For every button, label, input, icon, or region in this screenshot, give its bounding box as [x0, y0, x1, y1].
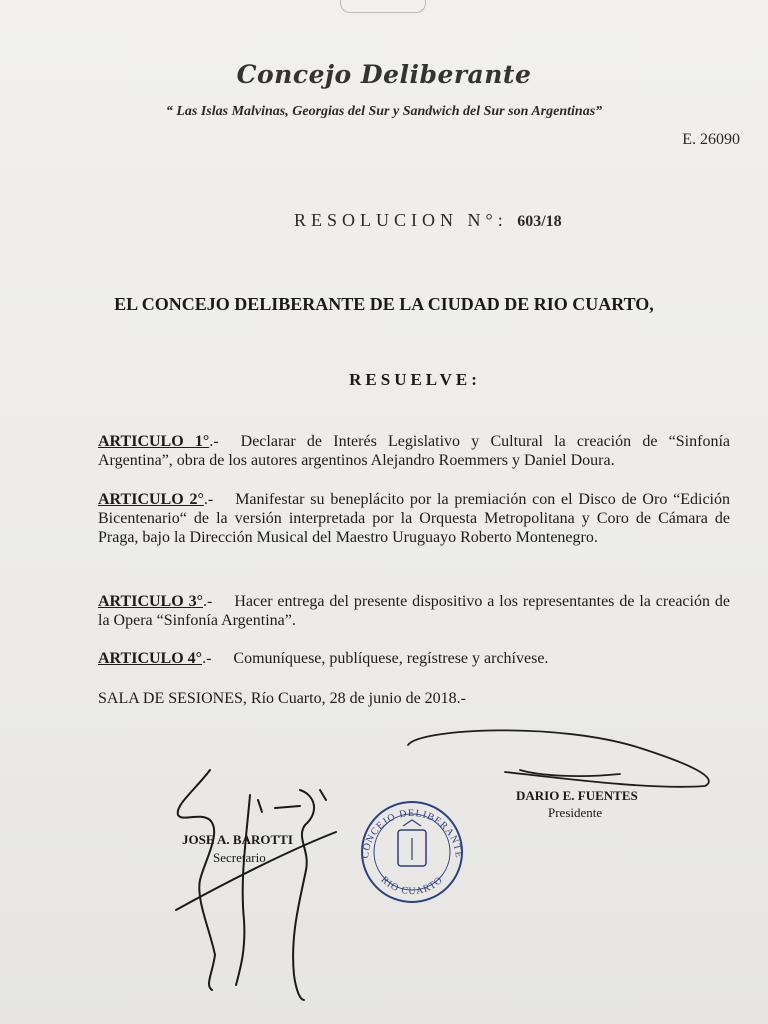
letterhead-title: Concejo Deliberante — [236, 60, 532, 89]
article-label: ARTICULO 1° — [98, 433, 210, 450]
article-separator: .- — [209, 433, 219, 450]
seal-bottom-text: RIO CUARTO — [378, 874, 446, 898]
article-text: Hacer entrega del presente dispositivo a los representantes de la creación de la Opera “Sinfonía Argentina”. — [98, 593, 731, 629]
article-text: Manifestar su beneplácito por la premiación con el Disco de Oro “Edición Bicentenario“ de la versión interpretada por la Orquesta Metropolitana y Coro de Cámara de Praga, bajo la Dirección Musical del Maestro Uruguayo Roberto Montenegro. — [98, 491, 730, 546]
expediente-number: E. 26090 — [682, 131, 740, 148]
resolution-label: RESOLUCION — [294, 210, 459, 230]
resolution-number-prefix: N°: — [467, 210, 508, 230]
signature-fuentes — [408, 730, 709, 786]
letterhead-motto: “ Las Islas Malvinas, Georgias del Sur y Sandwich del Sur son Argentinas” — [165, 104, 603, 119]
signatory-name-right: DARIO E. FUENTES — [516, 788, 638, 803]
article-label: ARTICULO 4° — [98, 650, 203, 667]
signatory-role-left: Secretario — [213, 850, 266, 865]
resuelve-heading: RESUELVE: — [349, 370, 481, 389]
signatory-role-right: Presidente — [548, 805, 603, 820]
signature-barotti — [176, 770, 336, 1000]
article-text: Declarar de Interés Legislativo y Cultural la creación de “Sinfonía Argentina”, obra de los autores argentinos Alejandro Roemmers y Daniel Doura. — [98, 433, 731, 469]
signatory-name-left: JOSE A. BAROTTI — [182, 832, 293, 847]
council-line: EL CONCEJO DELIBERANTE DE LA CIUDAD DE RIO CUARTO, — [114, 294, 654, 314]
article-separator: .- — [202, 650, 212, 667]
article-separator: .- — [203, 491, 214, 508]
article-separator: .- — [203, 593, 213, 610]
official-seal — [360, 802, 464, 902]
seal-top-text: CONCEJO DELIBERANTE — [359, 807, 465, 860]
article-text: Comuníquese, publíquese, regístrese y archívese. — [233, 650, 549, 667]
article-label: ARTICULO 3° — [98, 593, 203, 610]
resolution-number: 603/18 — [517, 213, 562, 230]
article-label: ARTICULO 2° — [98, 491, 204, 508]
session-date-line: SALA DE SESIONES, Río Cuarto, 28 de junio de 2018.- — [98, 690, 466, 707]
